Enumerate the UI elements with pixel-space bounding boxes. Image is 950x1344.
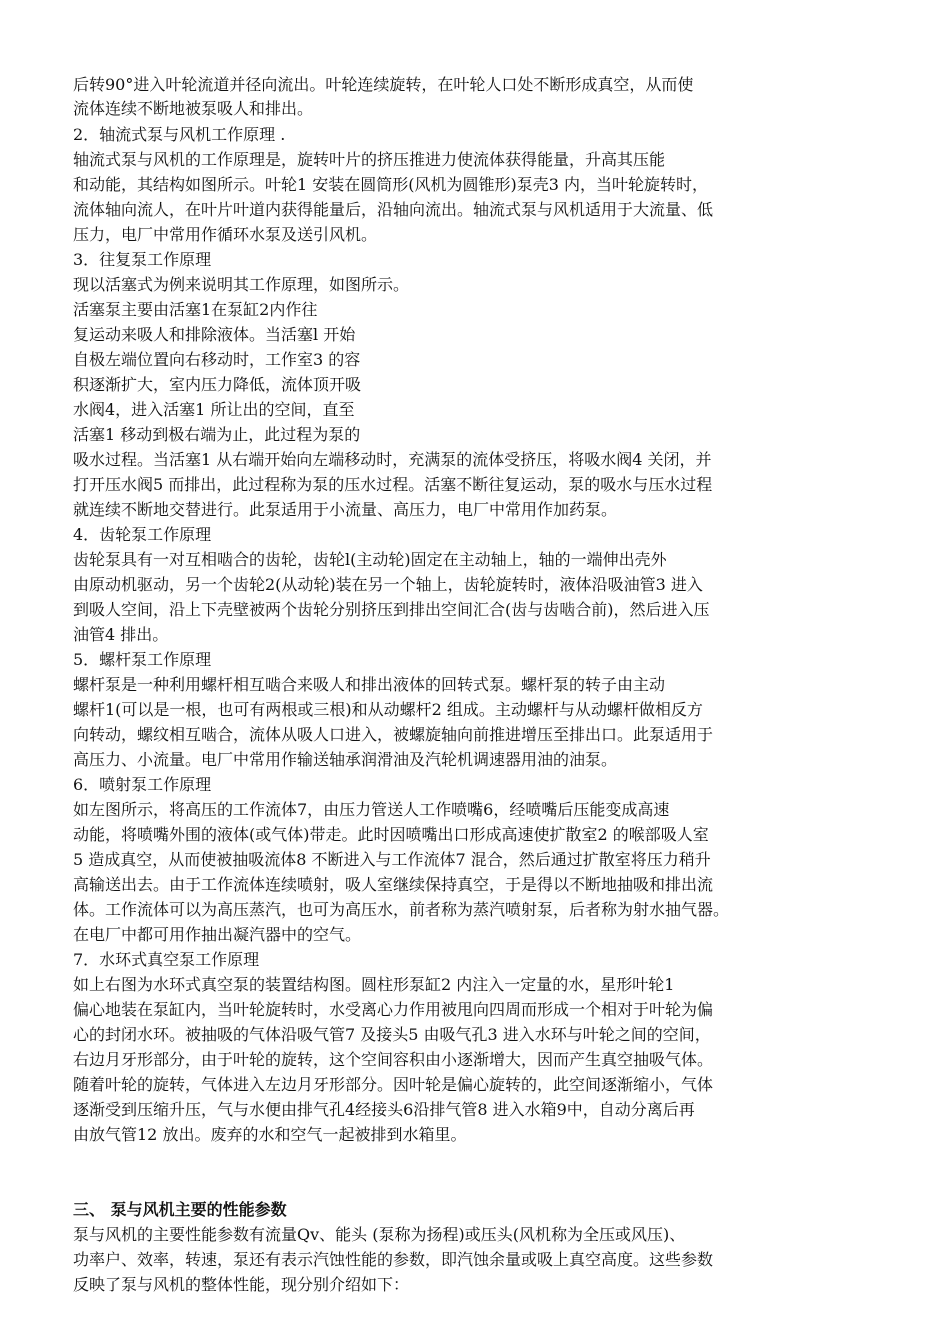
text-line: 如左图所示，将高压的工作流体7，由压力管送人工作喷嘴6，经喷嘴后压能变成高速 — [73, 800, 670, 819]
text-line: 活塞1 移动到极右端为止，此过程为泵的 — [73, 425, 361, 444]
text-line: 水阀4，进入活塞1 所让出的空间，直至 — [73, 400, 355, 419]
text-line: 到吸人空间，沿上下壳壁被两个齿轮分别挤压到排出空间汇合(齿与齿啮合前)，然后进入压 — [73, 600, 710, 619]
text-line: 打开压水阀5 而排出，此过程称为泵的压水过程。活塞不断往复运动，泵的吸水与压水过程 — [73, 475, 713, 494]
text-line: 心的封闭水环。被抽吸的气体沿吸气管7 及接头5 由吸气孔3 进入水环与叶轮之间的空间， — [73, 1025, 711, 1044]
text-line: 高输送出去。由于工作流体连续喷射，吸人室继续保持真空，于是得以不断地抽吸和排出流 — [73, 875, 714, 894]
text-line: 随着叶轮的旋转，气体进入左边月牙形部分。因叶轮是偏心旋转的，此空间逐渐缩小，气体 — [73, 1075, 714, 1094]
subheading-gear-pump: 4．齿轮泵工作原理 — [73, 525, 212, 544]
subheading-axial-pump: 2．轴流式泵与风机工作原理 . — [73, 125, 286, 144]
text-line: 螺杆1(可以是一根，也可有两根或三根)和从动螺杆2 组成。主动螺杆与从动螺杆做相反方 — [73, 700, 703, 719]
text-line: 压力，电厂中常用作循环水泵及送引风机。 — [73, 225, 378, 244]
text-line: 流体连续不断地被泵吸人和排出。 — [73, 99, 314, 118]
text-line: 逐渐受到压缩升压，气与水便由排气孔4经接头6沿排气管8 进入水箱9中，自动分离后再 — [73, 1100, 695, 1119]
text-line: 复运动来吸人和排除液体。当活塞l 开始 — [73, 325, 356, 344]
text-line: 右边月牙形部分，由于叶轮的旋转，这个空间容积由小逐渐增大，因而产生真空抽吸气体。 — [73, 1050, 714, 1069]
text-line: 向转动，螺纹相互啮合，流体从吸人口进入，被螺旋轴向前推进增压至排出口。此泵适用于 — [73, 725, 714, 744]
text-line: 和动能，其结构如图所示。叶轮1 安装在圆筒形(风机为圆锥形)泵壳3 内，当叶轮旋转时， — [73, 175, 709, 194]
text-line: 后转90°进入叶轮流道并径向流出。叶轮连续旋转，在叶轮人口处不断形成真空，从而使 — [73, 75, 694, 94]
text-line: 高压力、小流量。电厂中常用作输送轴承润滑油及汽轮机调速器用油的油泵。 — [73, 750, 618, 769]
text-line: 油管4 排出。 — [73, 625, 169, 644]
text-line: 泵与风机的主要性能参数有流量Qv、能头 (泵称为扬程)或压头(风机称为全压或风压)、 — [73, 1225, 686, 1244]
text-line: 5 造成真空，从而使被抽吸流体8 不断进入与工作流体7 混合，然后通过扩散室将压力稍升 — [73, 850, 711, 869]
text-line: 自极左端位置向右移动时，工作室3 的容 — [73, 350, 361, 369]
text-line: 由放气管12 放出。废弃的水和空气一起被排到水箱里。 — [73, 1125, 467, 1144]
text-line: 活塞泵主要由活塞1在泵缸2内作往 — [73, 300, 318, 319]
subheading-reciprocating-pump: 3．往复泵工作原理 — [73, 250, 212, 269]
text-line: 就连续不断地交替进行。此泵适用于小流量、高压力，电厂中常用作加药泵。 — [73, 500, 618, 519]
text-line: 体。工作流体可以为高压蒸汽，也可为高压水，前者称为蒸汽喷射泵，后者称为射水抽气器。 — [73, 900, 730, 919]
text-line: 如上右图为水环式真空泵的装置结构图。圆柱形泵缸2 内注入一定量的水，星形叶轮1 — [73, 975, 675, 994]
text-line: 轴流式泵与风机的工作原理是，旋转叶片的挤压推进力使流体获得能量，升高其压能 — [73, 150, 666, 169]
text-line: 在电厂中都可用作抽出凝汽器中的空气。 — [73, 925, 362, 944]
text-line: 螺杆泵是一种利用螺杆相互啮合来吸人和排出液体的回转式泵。螺杆泵的转子由主动 — [73, 675, 666, 694]
section-heading: 三、 泵与风机主要的性能参数 — [73, 1200, 287, 1219]
text-line: 齿轮泵具有一对互相啮合的齿轮，齿轮l(主动轮)固定在主动轴上，轴的一端伸出壳外 — [73, 550, 667, 569]
text-line: 吸水过程。当活塞1 从右端开始向左端移动时，充满泵的流体受挤压，将吸水阀4 关闭，并 — [73, 450, 712, 469]
text-line: 现以活塞式为例来说明其工作原理，如图所示。 — [73, 275, 410, 294]
subheading-jet-pump: 6．喷射泵工作原理 — [73, 775, 212, 794]
text-line: 反映了泵与风机的整体性能，现分别介绍如下： — [73, 1275, 410, 1294]
text-line: 功率户、效率，转速，泵还有表示汽蚀性能的参数，即汽蚀余量或吸上真空高度。这些参数 — [73, 1250, 714, 1269]
text-line: 流体轴向流人，在叶片叶道内获得能量后，沿轴向流出。轴流式泵与风机适用于大流量、低 — [73, 200, 714, 219]
text-line: 由原动机驱动，另一个齿轮2(从动轮)装在另一个轴上，齿轮旋转时，液体沿吸油管3 进入 — [73, 575, 703, 594]
subheading-screw-pump: 5．螺杆泵工作原理 — [73, 650, 212, 669]
text-line: 动能，将喷嘴外围的液体(或气体)带走。此时因喷嘴出口形成高速使扩散室2 的喉部吸人室 — [73, 825, 709, 844]
subheading-water-ring-pump: 7．水环式真空泵工作原理 — [73, 950, 260, 969]
text-line: 偏心地装在泵缸内，当叶轮旋转时，水受离心力作用被甩向四周而形成一个相对于叶轮为偏 — [73, 1000, 714, 1019]
text-line: 积逐渐扩大，室内压力降低，流体顶开吸 — [73, 375, 362, 394]
